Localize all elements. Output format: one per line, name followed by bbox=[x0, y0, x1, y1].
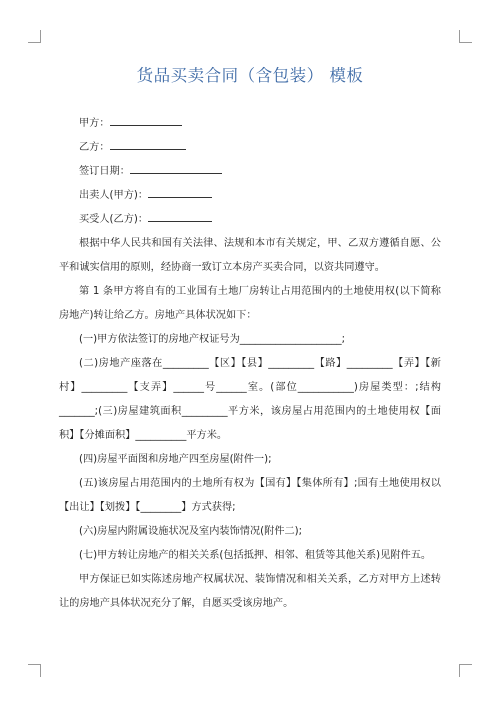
field-label: 签订日期： bbox=[79, 166, 130, 177]
blank-line bbox=[110, 115, 182, 126]
paragraph-item-7: (七)甲方转让房地产的相关关系(包括抵押、相邻、租赁等其他关系)见附件五。 bbox=[79, 550, 432, 561]
field-label: 出卖人(甲方)： bbox=[79, 190, 149, 201]
paragraph-item-4: (四)房屋平面图和房地产四至房屋(附件一); bbox=[79, 454, 272, 465]
field-sign-date bbox=[59, 160, 441, 184]
crop-mark-bottom-right bbox=[459, 664, 472, 677]
field-label: 甲方： bbox=[79, 118, 110, 129]
crop-mark-top-left bbox=[28, 30, 41, 43]
paragraph-item-6: (六)房屋内附属设施状况及室内装饰情况(附件二); bbox=[79, 526, 303, 537]
document-body bbox=[59, 112, 441, 616]
paragraph-guarantee: 甲方保证已如实陈述房地产权属状况、装饰情况和相关关系，乙方对甲方上述转让的房地产具体状况充分了解，自愿买受该房地产。 bbox=[59, 574, 441, 609]
crop-mark-top-right bbox=[459, 30, 472, 43]
field-buyer bbox=[59, 208, 441, 232]
blank-line bbox=[130, 163, 222, 174]
document-title: 货品买卖合同（含包装） 模板 bbox=[136, 66, 364, 85]
field-label: 乙方： bbox=[79, 142, 110, 153]
blank-line bbox=[148, 211, 212, 222]
field-party-b bbox=[59, 136, 441, 160]
crop-mark-bottom-left bbox=[28, 664, 41, 677]
paragraph-preamble: 根据中华人民共和国有关法律、法规和本市有关规定，甲、乙双方遵循自愿、公平和诚实信用的原则，经协商一致订立本房产买卖合同，以资共同遵守。 bbox=[59, 238, 441, 273]
paragraph-item-1: (一)甲方依法签订的房地产权证号为____________________; bbox=[79, 334, 346, 345]
field-party-a bbox=[59, 112, 441, 136]
paragraph-item-2: (二)房地产座落在_________【区】【县】_________【路】_________【弄】【新村】_________【支弄】______号______室。(部位___________)房屋类型：;结构_______;(三)房屋建筑面积_________平方米，该房屋占用范围内的土地使用权【面积】【分摊面积】__________平方米。 bbox=[59, 358, 441, 441]
field-label: 买受人(乙方)： bbox=[79, 214, 149, 225]
blank-line bbox=[148, 187, 212, 198]
blank-line bbox=[110, 139, 186, 150]
paragraph-article-1: 第 1 条甲方将自有的工业国有土地厂房转让占用范围内的土地使用权(以下简称房地产)转让给乙方。房地产具体状况如下： bbox=[59, 286, 441, 321]
field-seller bbox=[59, 184, 441, 208]
paragraph-item-5: (五)该房屋占用范围内的土地所有权为【国有】【集体所有】;国有土地使用权以【出让】【划拨】【________】方式获得; bbox=[59, 478, 441, 513]
